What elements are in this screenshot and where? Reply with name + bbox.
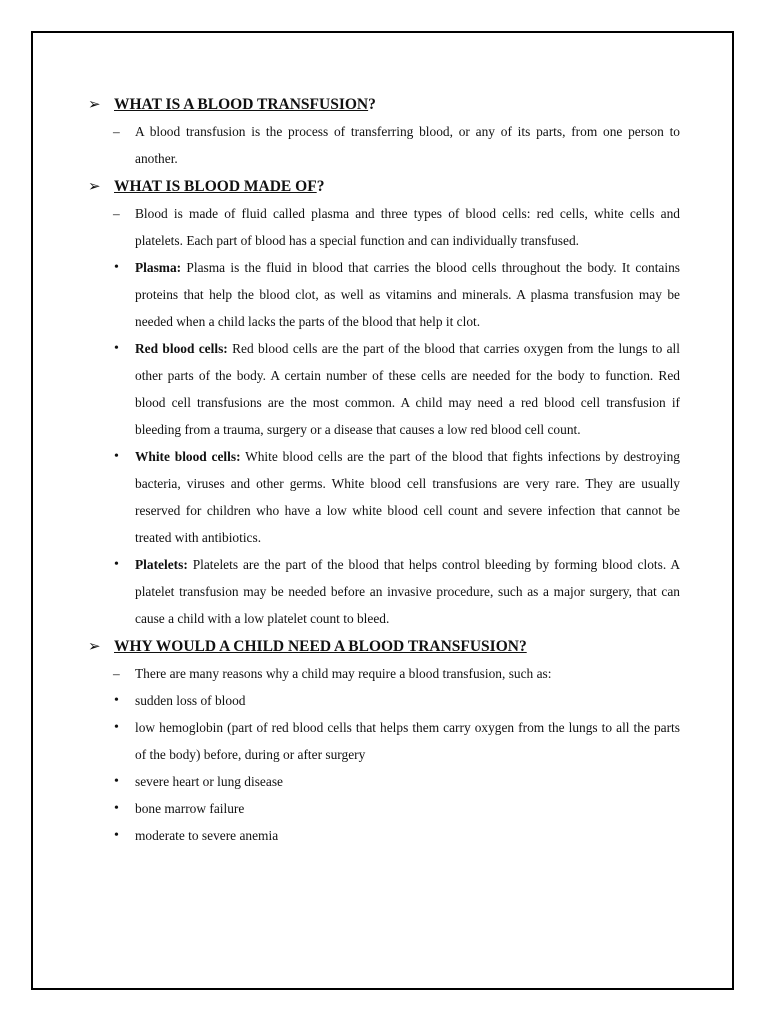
bullet-marker: • (114, 693, 119, 708)
arrow-bullet-icon: ➢ (88, 639, 101, 655)
bullet-marker: • (114, 828, 119, 843)
bullet-marker: • (114, 260, 119, 275)
bullet-marker: • (114, 341, 119, 356)
item-text: moderate to severe anemia (135, 828, 279, 843)
list-item (88, 795, 680, 822)
section-title: WHY WOULD A CHILD NEED A BLOOD TRANSFUSION? (114, 638, 527, 655)
item-text: A blood transfusion is the process of transferring blood, or any of its parts, from one person to another. (135, 124, 680, 166)
section-heading-what-is-transfusion (88, 92, 680, 118)
item-text: bone marrow failure (135, 801, 245, 816)
list-item-plasma (88, 254, 680, 335)
dash-marker: – (113, 666, 120, 681)
list-item (88, 768, 680, 795)
list-item-white-blood-cells (88, 443, 680, 551)
item-term: Red blood cells: (135, 341, 228, 356)
bullet-marker: • (114, 801, 119, 816)
bullet-marker: • (114, 557, 119, 572)
list-item-platelets (88, 551, 680, 632)
item-text: Red blood cells are the part of the blood that carries oxygen from the lungs to all other parts of the body. A certain number of these cells are needed for the body to function. Red blood cell transfusions are the most common. A child may need a red blood cell transfusion if bleeding from a trauma, surgery or a disease that causes a low red blood cell count. (135, 341, 680, 437)
list-item (88, 118, 680, 172)
item-term: White blood cells: (135, 449, 241, 464)
item-text: There are many reasons why a child may require a blood transfusion, such as: (135, 666, 552, 681)
section-title: WHAT IS BLOOD MADE OF (114, 178, 317, 195)
item-text: low hemoglobin (part of red blood cells that helps them carry oxygen from the lungs to all the parts of the body) before, during or after surgery (135, 720, 680, 762)
list-item (88, 687, 680, 714)
item-text: Plasma is the fluid in blood that carries the blood cells throughout the body. It contains proteins that help the blood clot, as well as vitamins and minerals. A plasma transfusion may be needed when a child lacks the parts of the blood that help it clot. (135, 260, 680, 329)
item-term: Platelets: (135, 557, 188, 572)
list-item (88, 714, 680, 768)
item-text: Platelets are the part of the blood that helps control bleeding by forming blood clots. A platelet transfusion may be needed before an invasive procedure, such as a major surgery, that can cause a child with a low platelet count to bleed. (135, 557, 680, 626)
bullet-marker: • (114, 774, 119, 789)
arrow-bullet-icon: ➢ (88, 97, 101, 113)
section-title-suffix: ? (316, 178, 325, 195)
section-heading-why-need-transfusion (88, 634, 680, 660)
section-title: WHAT IS A BLOOD TRANSFUSION (114, 96, 369, 113)
section-heading-what-is-blood-made-of (88, 174, 680, 200)
item-text: sudden loss of blood (135, 693, 246, 708)
item-text: Blood is made of fluid called plasma and three types of blood cells: red cells, white cells and platelets. Each part of blood has a special function and can individually transfused. (135, 206, 680, 248)
item-text: White blood cells are the part of the blood that fights infections by destroying bacteria, viruses and other germs. White blood cell transfusions are very rare. They are usually reserved for children who have a low white blood cell count and severe infection that cannot be treated with antibiotics. (135, 449, 680, 545)
dash-marker: – (113, 124, 120, 139)
arrow-bullet-icon: ➢ (88, 179, 101, 195)
bullet-marker: • (114, 720, 119, 735)
document-body (88, 90, 680, 849)
section-title-suffix: ? (368, 96, 376, 113)
list-item (88, 200, 680, 254)
item-text: severe heart or lung disease (135, 774, 283, 789)
dash-marker: – (113, 206, 120, 221)
list-item (88, 660, 680, 687)
bullet-marker: • (114, 449, 119, 464)
list-item (88, 822, 680, 849)
item-term: Plasma: (135, 260, 182, 275)
list-item-red-blood-cells (88, 335, 680, 443)
